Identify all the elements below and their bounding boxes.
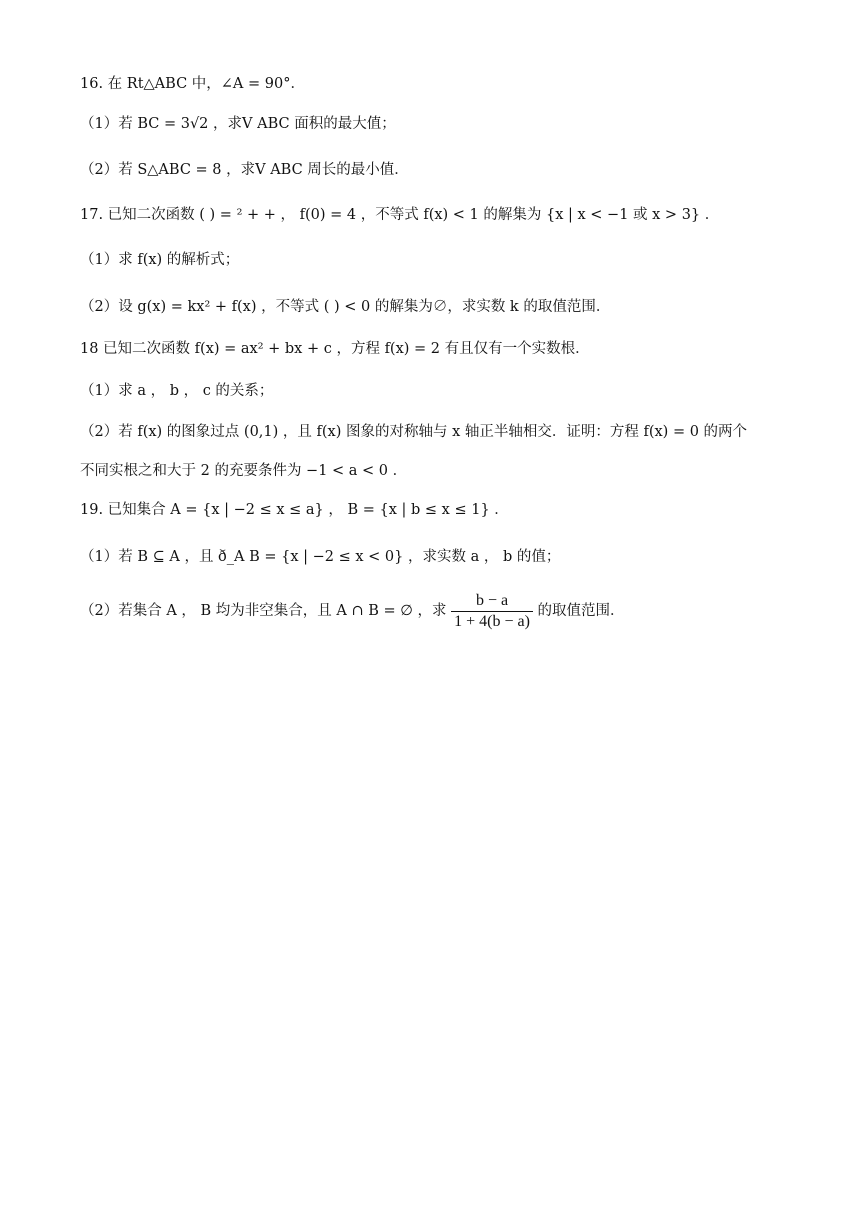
problem-19-part-2: [80, 590, 800, 632]
problem-17-stem: 17. 已知二次函数 ( ) = ² + + ， f(0) = 4 ，不等式 f(x) < 1 的解集为 {x | x < −1 或 x > 3} ．: [80, 207, 720, 223]
fraction: [451, 591, 533, 632]
problem-16-part-1: （1）若 BC = 3√2 ，求V ABC 面积的最大值；: [80, 116, 396, 132]
problem-18-part-2-line-2: 不同实根之和大于 2 的充要条件为 −1 < a < 0 ．: [80, 463, 408, 479]
problem-19-stem: 19. 已知集合 A = {x | −2 ≤ x ≤ a} ， B = {x | b ≤ x ≤ 1} ．: [80, 502, 509, 518]
problem-18-stem: 18 已知二次函数 f(x) = ax² + bx + c ，方程 f(x) = 2 有且仅有一个实数根．: [80, 341, 590, 357]
fraction-denominator: 1 + 4(b − a): [454, 612, 530, 630]
problem-16-stem: 16. 在 Rt△ABC 中，∠A = 90°．: [80, 76, 305, 92]
problem-19-part-2-prefix: （2）若集合 A ， B 均为非空集合，且 A ∩ B = ∅ ，求: [80, 603, 447, 619]
problem-18-part-1: （1）求 a ， b ， c 的关系；: [80, 383, 274, 399]
problem-16-part-2: （2）若 S△ABC = 8 ，求V ABC 周长的最小值．: [80, 162, 409, 178]
problem-19-part-2-suffix: 的取值范围．: [537, 603, 625, 619]
problem-17-part-1: （1）求 f(x) 的解析式；: [80, 252, 240, 268]
problem-17-part-2: （2）设 g(x) = kx² + f(x) ，不等式 ( ) < 0 的解集为∅，求实数 k 的取值范围．: [80, 299, 611, 315]
problem-19-part-1: （1）若 B ⊆ A ，且 ð_A B = {x | −2 ≤ x < 0} ，求实数 a ， b 的值；: [80, 549, 561, 565]
fraction-numerator: b − a: [451, 591, 533, 612]
problem-18-part-2-line-1: （2）若 f(x) 的图象过点 (0,1) ，且 f(x) 图象的对称轴与 x 轴正半轴相交．证明：方程 f(x) = 0 的两个: [80, 424, 748, 440]
